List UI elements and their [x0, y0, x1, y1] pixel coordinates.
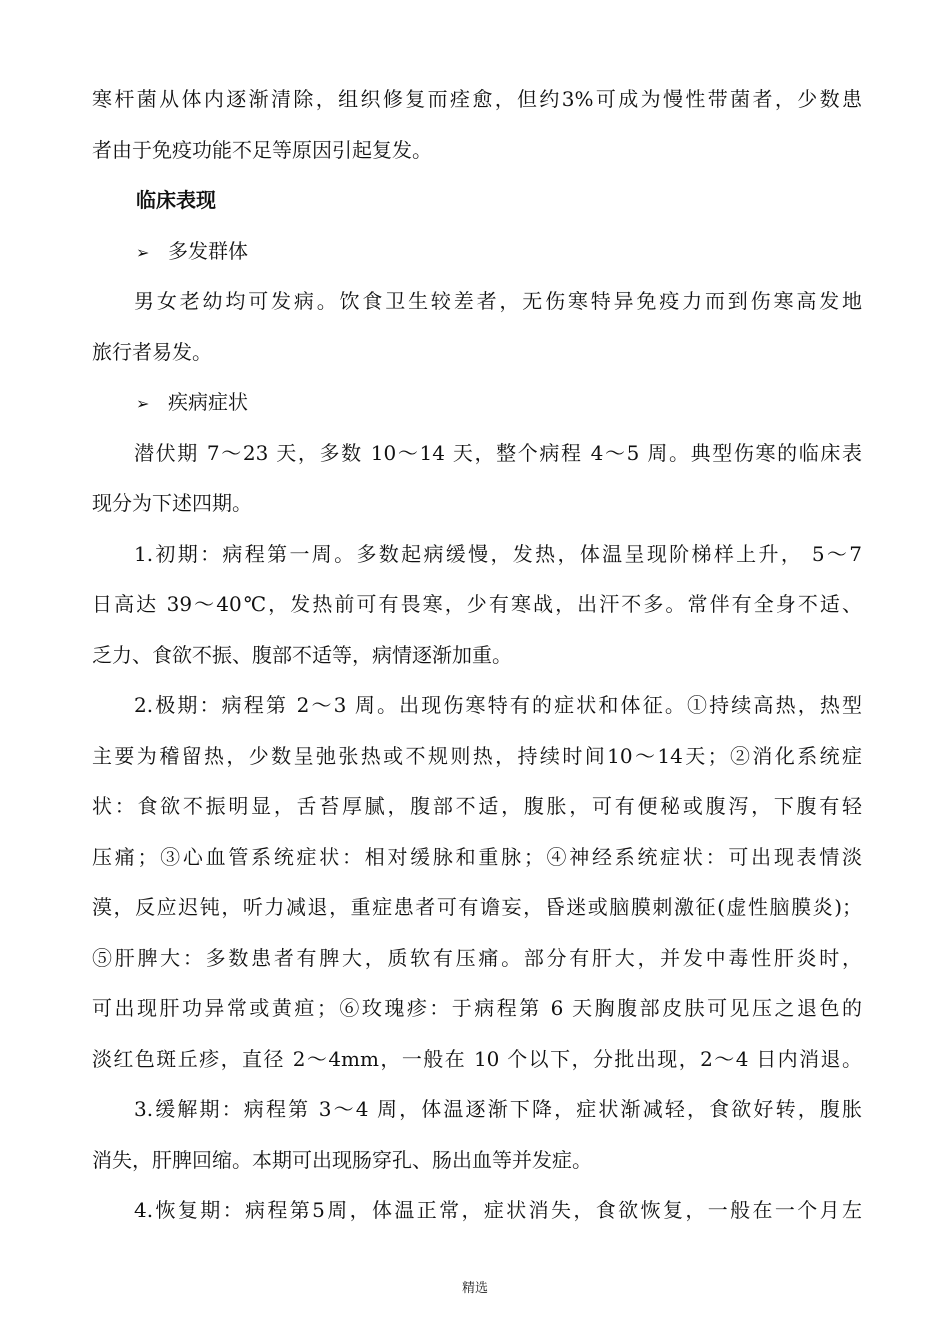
stage2-line-6: ⑤肝脾大：多数患者有脾大，质软有压痛。部分有肝大，并发中毒性肝炎时， — [92, 945, 862, 970]
stage2-line-8: 淡红色斑丘疹，直径 2～4mm，一般在 10 个以下，分批出现，2～4 日内消退。 — [92, 1046, 862, 1071]
bullet-item-symptoms — [92, 377, 862, 428]
bullet-label: 疾病症状 — [168, 390, 248, 414]
intro-line-1: 寒杆菌从体内逐渐清除，组织修复而痊愈，但约3%可成为慢性带菌者，少数患 — [92, 87, 862, 111]
bullet-item-group — [92, 226, 862, 277]
group-line-2: 旅行者易发。 — [92, 339, 212, 364]
bullet-label: 多发群体 — [168, 238, 248, 263]
incubation-line-1: 潜伏期 7～23 天，多数 10～14 天，整个病程 4～5 周。典型伤寒的临床表 — [134, 440, 862, 465]
stage2-line-3: 状：食欲不振明显，舌苔厚腻，腹部不适，腹胀，可有便秘或腹泻，下腹有轻 — [92, 794, 862, 818]
stage1-line-2: 日高达 39～40℃，发热前可有畏寒，少有寒战，出汗不多。常伴有全身不适、 — [92, 592, 862, 616]
arrow-bullet-icon: ➢ — [136, 242, 150, 262]
stage3-line-2: 消失，肝脾回缩。本期可出现肠穿孔、肠出血等并发症。 — [92, 1147, 592, 1172]
document-page — [92, 74, 862, 1236]
stage2-line-2: 主要为稽留热，少数呈弛张热或不规则热，持续时间10～14天；②消化系统症 — [92, 743, 862, 768]
arrow-bullet-icon: ➢ — [136, 394, 150, 413]
stage3-line-1: 3.缓解期：病程第 3～4 周，体温逐渐下降，症状渐减轻，食欲好转，腹胀 — [134, 1097, 862, 1121]
stage2-line-4: 压痛；③心血管系统症状：相对缓脉和重脉；④神经系统症状：可出现表情淡 — [92, 844, 862, 869]
page-footer: 精选 — [461, 1281, 488, 1296]
stage2-line-1: 2.极期：病程第 2～3 周。出现伤寒特有的症状和体征。①持续高热，热型 — [134, 693, 862, 717]
stage4-line-1: 4.恢复期：病程第5周，体温正常，症状消失，食欲恢复，一般在一个月左 — [134, 1198, 862, 1222]
group-line-1: 男女老幼均可发病。饮食卫生较差者，无伤寒特异免疫力而到伤寒高发地 — [134, 289, 862, 313]
stage1-line-1: 1.初期：病程第一周。多数起病缓慢，发热，体温呈现阶梯样上升， 5～7 — [134, 541, 862, 566]
stage1-line-3: 乏力、食欲不振、腹部不适等，病情逐渐加重。 — [92, 642, 512, 667]
incubation-line-2: 现分为下述四期。 — [92, 491, 252, 515]
intro-line-2: 者由于免疫功能不足等原因引起复发。 — [92, 137, 432, 162]
section-heading: 临床表现 — [136, 188, 216, 212]
stage2-line-5: 漠，反应迟钝，听力减退，重症患者可有谵妄，昏迷或脑膜刺激征(虚性脑膜炎)； — [92, 895, 862, 919]
stage2-line-7: 可出现肝功异常或黄疸；⑥玫瑰疹：于病程第 6 天胸腹部皮肤可见压之退色的 — [92, 996, 862, 1020]
